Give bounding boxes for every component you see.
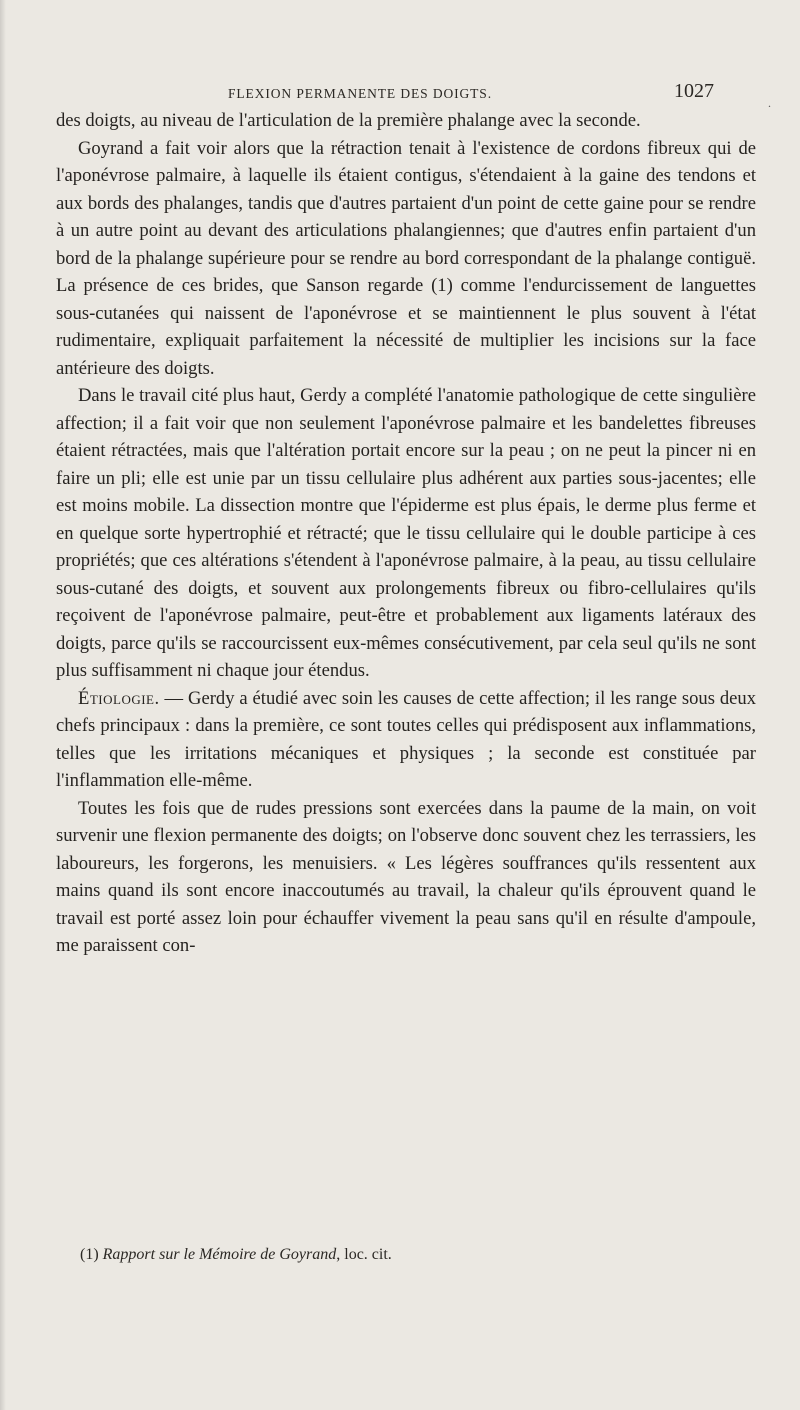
footnote-marker: (1) bbox=[80, 1246, 103, 1263]
margin-mark: . bbox=[768, 96, 771, 110]
paragraph-gerdy-anatomy: Dans le travail cité plus haut, Gerdy a complété l'anatomie pathologique de cette singulière affection; il a fait voir que non seulement l'aponévrose palmaire et les bandelettes fibreuses étaient rétractées, mais que l'altération portait encore sur la peau ; on ne peut la pincer ni en faire un pli; elle est unie par un tissu cellulaire plus adhérent aux parties sous-jacentes; elle est moins mobile. La dissection montre que l'épiderme est plus épais, le derme plus ferme et en quelque sorte hypertrophié et rétracté; que le tissu cellulaire qui le double participe à ces propriétés; que ces altérations s'étendent à l'aponévrose palmaire, à la peau, au tissu cellulaire sous-cutané des doigts, et souvent aux prolongements fibreux ou fibro-cellulaires qu'ils reçoivent de l'aponévrose palmaire, peut-être et probablement aux ligaments latéraux des doigts, parce qu'ils se raccourcissent eux-mêmes consécutivement, par cela seul qu'ils ne sont plus suffisamment ni chaque jour étendus. bbox=[56, 385, 756, 681]
paragraph-goyrand: Goyrand a fait voir alors que la rétraction tenait à l'existence de cordons fibreux qui de l'aponévrose palmaire, à laquelle ils étaient contigus, s'étendaient à la gaine des tendons et aux bords des phalanges, tandis que d'autres partaient d'un point de cette gaine pour se rendre à un autre point au devant des articulations phalangiennes; que d'autres enfin partaient d'un bord de la phalange supérieure pour se rendre au bord correspondant de la phalange contiguë. La présence de ces brides, que Sanson regarde (1) comme l'endurcissement de languettes sous-cutanées qui naissent de l'aponévrose et se maintiennent le plus souvent à l'état rudimentaire, expliquait parfaitement la nécessité de multiplier les incisions sur la face antérieure des doigts. bbox=[56, 137, 756, 379]
paragraph-continuation: des doigts, au niveau de l'articulation de la première phalange avec la seconde. bbox=[56, 110, 641, 131]
section-heading-etiologie: Étiologie. bbox=[78, 687, 160, 709]
paragraph-pressions: Toutes les fois que de rudes pressions sont exercées dans la paume de la main, on voit survenir une flexion permanente des doigts; on l'observe donc souvent chez les terrassiers, les laboureurs, les forgerons, les menuisiers. « Les légères souffrances qu'ils ressentent aux mains quand ils sont encore inaccoutumés au travail, la chaleur qu'ils éprouvent quand le travail est porté assez loin pour échauffer vivement la peau sans qu'il en résulte d'ampoule, me paraissent con- bbox=[56, 797, 756, 956]
footnote-title: Rapport sur le Mémoire de Goyrand bbox=[102, 1246, 337, 1263]
paragraph-etiology bbox=[56, 685, 756, 795]
footnote-citation: , loc. cit. bbox=[336, 1246, 392, 1263]
page-number: 1027 bbox=[674, 80, 714, 102]
page-edge-shadow bbox=[0, 0, 6, 1410]
footnote bbox=[80, 1246, 740, 1264]
etiology-text: — Gerdy a étudié avec soin les causes de cette affection; il les range sous deux chefs principaux : dans la première, ce sont toutes celles qui prédisposent aux inflammations, telles que les irritations mécaniques et physiques ; la seconde est constituée par l'inflammation elle-même. bbox=[56, 687, 756, 791]
body-text bbox=[56, 107, 756, 960]
running-title: FLEXION PERMANENTE DES DOIGTS. bbox=[228, 86, 492, 101]
